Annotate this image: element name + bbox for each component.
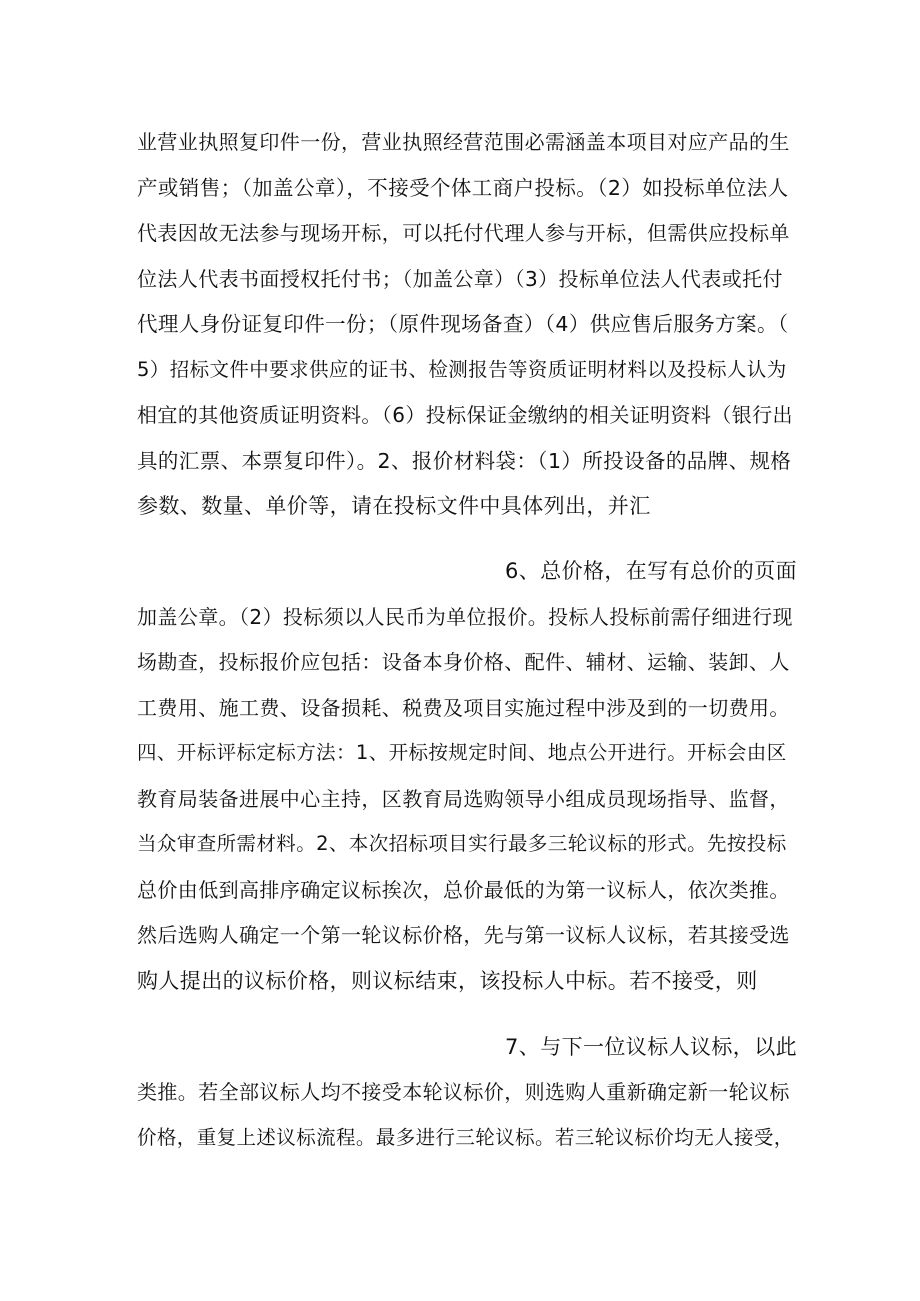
text-line-19: 购人提出的议标价格，则议标结束，该投标人中标。若不接受，则 <box>137 969 758 993</box>
text-line-20: 7、与下一位议标人议标，以此 <box>505 1035 797 1059</box>
text-line-15: 教育局装备进展中心主持，区教育局选购领导小组成员现场指导、监督， <box>137 787 790 811</box>
text-line-4: 位法人代表书面授权托付书；（加盖公章）（3）投标单位法人代表或托付 <box>137 267 783 291</box>
text-line-16: 当众审查所需材料。2、本次招标项目实行最多三轮议标的形式。先按投标 <box>137 832 787 855</box>
text-line-9: 参数、数量、单价等，请在投标文件中具体列出，并汇 <box>137 494 651 518</box>
text-line-6: 5）招标文件中要求供应的证书、检测报告等资质证明材料以及投标人认为 <box>137 358 787 381</box>
text-line-14: 四、开标评标定标方法：1、开标按规定时间、地点公开进行。开标会由区 <box>137 741 787 764</box>
text-line-12: 场勘查，投标报价应包括：设备本身价格、配件、辅材、运输、装卸、人 <box>137 650 790 674</box>
text-line-8: 具的汇票、本票复印件）。2、报价材料袋：（1）所投设备的品牌、规格 <box>137 449 792 473</box>
text-line-13: 工费用、施工费、设备损耗、税费及项目实施过程中涉及到的一切费用。 <box>137 696 790 720</box>
text-line-3: 代表因故无法参与现场开标，可以托付代理人参与开标，但需供应投标单 <box>137 221 790 245</box>
text-line-21: 类推。若全部议标人均不接受本轮议标价，则选购人重新确定新一轮议标 <box>137 1080 790 1104</box>
text-line-2: 产或销售；（加盖公章），不接受个体工商户投标。（2）如投标单位法人 <box>137 176 789 200</box>
text-line-10: 6、总价格，在写有总价的页面 <box>505 559 797 583</box>
text-line-5: 代理人身份证复印件一份；（原件现场备查）（4）供应售后服务方案。（ <box>137 312 789 336</box>
text-line-11: 加盖公章。（2）投标须以人民币为单位报价。投标人投标前需仔细进行现 <box>137 605 793 629</box>
text-line-7: 相宜的其他资质证明资料。（6）投标保证金缴纳的相关证明资料（银行出 <box>137 403 793 427</box>
text-line-1: 业营业执照复印件一份，营业执照经营范围必需涵盖本项目对应产品的生 <box>137 130 790 154</box>
text-line-17: 总价由低到高排序确定议标挨次，总价最低的为第一议标人，依次类推。 <box>137 878 790 902</box>
text-line-22: 价格，重复上述议标流程。最多进行三轮议标。若三轮议标价均无人接受， <box>137 1126 794 1149</box>
text-line-18: 然后选购人确定一个第一轮议标价格，先与第一议标人议标，若其接受选 <box>137 923 790 947</box>
